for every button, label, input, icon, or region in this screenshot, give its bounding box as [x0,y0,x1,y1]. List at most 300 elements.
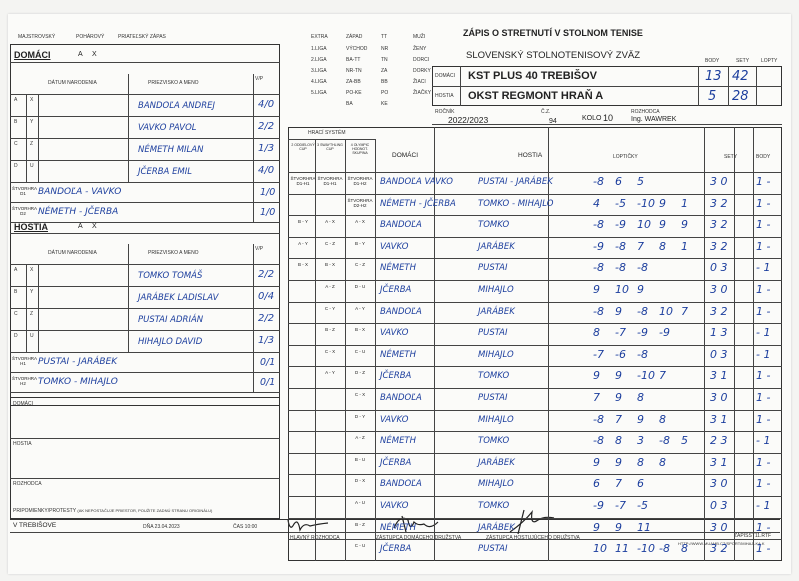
game-home-player: JČERBA [380,371,412,382]
notes-hostia-label: HOSTIA [13,441,32,447]
league-cell: NR [381,46,389,52]
game-system-cell: A - X [325,219,335,225]
game-set-score: 8 [615,434,622,448]
game-body: 1 - [756,412,771,426]
game-system-cell: A - Z [325,284,335,289]
game-set-score: -9 [615,218,626,232]
game-set-score: -8 [637,347,648,361]
game-body: 1 - [756,218,771,232]
game-set-score: -8 [593,218,604,232]
player-letter: B [14,289,18,295]
rocnik-label: ROČNÍK [435,109,455,115]
game-body: 1 - [756,239,771,253]
doubles-label: ŠTVORHRA H1 [12,356,38,366]
home-body: 13 [705,69,722,84]
game-sety: 0 3 [710,499,728,512]
player-sub: Y [30,289,34,295]
hostia-col-name: PRIEZVISKO A MENO [148,250,199,256]
game-sety: 3 1 [710,455,728,469]
game-set-score: 10 [637,218,651,232]
league-cell: ŽIACI [413,79,426,85]
player-sub: U [30,333,34,339]
game-home-player: VAVKO [380,414,409,425]
away-body: 5 [708,89,717,104]
game-set-score: 9 [659,218,666,232]
game-home-player: JČERBA [380,544,412,555]
game-sety: 1 3 [710,326,728,340]
game-set-score: 9 [593,455,600,469]
game-set-score: -9 [593,239,604,253]
cz-value: 94 [549,118,557,125]
game-set-score: 9 [615,455,622,469]
game-set-score: 9 [659,196,666,210]
game-set-score: 6 [637,477,644,491]
doubles-name: NÉMETH - JČERBA [38,207,119,217]
game-set-score: -8 [615,239,626,253]
header-lopty-label: LOPTY [761,58,778,64]
player-vp: 0/4 [258,291,275,302]
game-set-score: 8 [681,542,688,556]
game-set-score: 8 [659,239,666,253]
home-team-label: DOMÁCI [435,73,455,79]
game-set-score: 5 [681,434,688,448]
game-set-score: -9 [637,326,648,340]
game-system-cell: ŠTVORHRA D1-H2 [347,176,373,186]
game-system-cell: ŠTVORHRA D2-H2 [347,197,373,208]
domaci-title: DOMÁCI [14,50,51,60]
games-col-sety: SETY [724,154,738,160]
domaci-col-name: PRIEZVISKO A MENO [148,80,199,86]
game-sety: 3 2 [710,218,728,232]
games-col-lopticky: LOPTIČKY [613,154,638,160]
league-cell: PO [381,90,389,96]
domaci-col-date: DÁTUM NARODENIA [48,80,97,86]
games-sys-col: 2 ODDIELOVÝ CUP [291,143,315,152]
away-team-label: HOSTIA [435,93,454,99]
game-set-score: -10 [637,369,655,383]
league-cell: NR-TN [346,68,362,74]
game-body: - 1 [756,499,771,512]
hostia-col-date: DÁTUM NARODENIA [48,250,97,256]
game-system-cell: A - Y [355,305,365,311]
game-system-cell: B - U [354,456,366,462]
league-col-header: ZÁPAD [346,34,363,40]
game-set-score: 7 [615,412,622,426]
game-system-cell: B - X [324,262,335,268]
game-set-score: 9 [593,283,600,296]
game-system-cell: C - X [324,348,336,354]
game-home-player: VAVKO [380,241,409,252]
doubles-vp: 0/1 [260,377,276,388]
game-system-cell: A - Y [298,240,308,246]
game-sety: 3 1 [710,369,728,383]
game-system-cell: B - X [297,262,308,268]
player-sub: Y [30,119,34,125]
domaci-col-vp: V/P [255,76,264,82]
game-system-cell: C - U [354,348,366,354]
game-sety: 3 0 [710,175,728,188]
league-cell: BA-TT [346,57,361,63]
doubles-name: PUSTAI - JARÁBEK [38,357,118,367]
game-system-cell: C - Y [324,305,336,311]
player-sub: X [30,267,34,273]
doubles-vp: 0/1 [260,357,276,368]
match-type-priatelsky: PRIATEĽSKÝ ZÁPAS [118,34,166,40]
game-sety: 3 2 [710,196,728,210]
game-set-score: 8 [659,412,666,426]
game-set-score: -8 [593,261,604,275]
game-set-score: 11 [615,542,629,556]
league-cell: DORCI [413,57,430,63]
league-cell: 3.LIGA [311,68,327,74]
footer-web: HTTP://WWW.MUAMB.CZ/SPORT/MIHAJLKA.K [678,541,765,546]
player-vp: 1/3 [258,335,275,346]
league-cell: ZA-BB [346,79,361,85]
league-cell: ŽIAČKY [413,90,432,96]
game-set-score: 6 [615,175,622,188]
game-system-cell: D - Z [355,370,365,376]
match-type-poharovy: POHÁROVÝ [76,34,105,40]
game-body: 1 - [756,477,771,491]
game-away-player: JARÁBEK [478,457,515,468]
game-set-score: 1 [681,239,688,253]
game-set-score: -8 [593,304,604,318]
rozhodca-value: Ing. WAWREK [631,116,677,123]
score-sheet [8,14,791,574]
game-system-cell: A - Z [355,435,365,441]
doubles-name: TOMKO - MIHAJLO [38,377,118,387]
game-away-player: JARÁBEK [478,522,515,533]
game-set-score: 9 [593,520,600,534]
player-vp: 1/3 [258,143,275,154]
game-sety: 3 0 [710,520,728,534]
league-cell: 5.LIGA [311,90,327,96]
league-cell: BB [381,79,388,85]
game-set-score: 8 [659,455,666,469]
game-set-score: -10 [637,196,655,210]
player-name: VAVKO PAVOL [138,123,197,133]
game-system-cell: B - Z [355,521,365,527]
home-team-name: KST PLUS 40 TREBIŠOV [468,70,597,82]
game-set-score: -9 [593,499,604,512]
kolo-label: KOLO [582,115,602,122]
game-system-cell: D - X [354,478,366,484]
doubles-name: BANDOĽA - VAVKO [38,187,122,197]
notes-box [10,397,280,519]
doubles-label: ŠTVORHRA H2 [12,376,38,386]
hostia-mark-x: X [92,223,97,230]
game-away-player: PUSTAI [478,544,508,555]
game-system-cell: ŠTVORHRA D1-H1 [317,176,343,186]
league-cell: BA [346,101,353,107]
footer-sig2-label: ZÁSTUPCA DOMÁCEHO DRUŽSTVA [376,535,462,541]
player-vp: 2/2 [258,269,275,280]
player-sub: Z [30,311,34,317]
game-system-cell: C - X [354,392,366,397]
league-cell: 4.LIGA [311,79,327,85]
league-cell: 2.LIGA [311,57,327,63]
game-away-player: JARÁBEK [478,241,515,252]
game-body: 1 - [756,455,771,469]
game-away-player: MIHAJLO [478,285,514,295]
games-sys-col: 4 OLYMPIC HODNOT. SKUPINA [350,143,370,156]
game-set-score: 11 [637,520,651,534]
footer-form-code: ZAPISST11.RTF [734,533,772,539]
game-sety: 3 2 [710,542,728,556]
game-set-score: -8 [615,261,626,275]
away-team-name: OKST REGMONT HRAŇ A [468,90,604,102]
game-system-cell: A - X [355,219,365,225]
game-set-score: 9 [615,369,622,383]
game-set-score: -8 [593,434,604,448]
game-away-player: MIHAJLO [478,414,514,425]
game-sety: 3 2 [710,239,728,253]
game-set-score: 7 [637,239,644,253]
game-set-score: 9 [615,520,622,534]
game-away-player: TOMKO - MIHAJLO [478,198,554,209]
player-vp: 2/2 [258,121,275,132]
game-body: 1 - [756,369,771,383]
game-body: 1 - [756,196,771,210]
game-home-player: JČERBA [380,285,412,295]
game-set-score: 9 [637,412,644,426]
games-sys-col: 3 SWAYTHLING CUP [317,143,343,152]
game-sety: 3 0 [710,477,728,491]
game-set-score: 7 [615,477,622,491]
game-home-player: NÉMETH [380,263,417,274]
game-system-cell: D - U [354,284,366,289]
game-away-player: TOMKO [478,436,510,447]
game-set-score: -7 [593,347,604,361]
game-set-score: -8 [659,434,670,448]
game-home-player: VAVKO [380,501,409,511]
games-col-hostia: HOSTIA [518,152,543,159]
game-home-player: BANDOĽA [380,306,422,317]
game-set-score: -9 [659,326,670,340]
games-col-domaci: DOMÁCI [392,152,418,159]
game-set-score: 1 [681,196,688,210]
game-system-cell: C - Z [355,262,365,268]
game-home-player: BANDOĽA [380,479,422,490]
game-set-score: 6 [593,477,600,491]
player-letter: C [14,311,18,317]
game-system-cell: A - Y [325,370,335,376]
cz-label: Č.Z. [541,109,551,115]
games-sys-header: HRACÍ SYSTÉM [308,130,346,136]
games-col-body: BODY [756,154,771,160]
game-body: - 1 [756,434,771,448]
game-away-player: TOMKO [478,371,510,382]
footer-place: V TREBIŠOVE [13,522,57,529]
game-set-score: 9 [637,283,644,296]
game-set-score: -5 [637,499,648,512]
player-name: HIHAJLO DAVID [138,337,203,347]
game-set-score: 8 [593,326,600,340]
game-away-player: PUSTAI [478,393,508,403]
game-sety: 0 3 [710,347,728,361]
game-away-player: TOMKO [478,501,510,511]
match-type-majstrovsky: MAJSTROVSKÝ [18,34,56,40]
game-set-score: 10 [593,542,607,556]
league-cell: 1.LIGA [311,46,327,52]
player-vp: 2/2 [258,313,275,324]
doubles-label: ŠTVORHRA D2 [12,206,38,216]
game-body: 1 - [756,520,771,534]
footer-time: ČAS 10:00 [233,524,258,530]
game-set-score: 3 [637,434,644,448]
league-cell: TN [381,57,388,63]
away-sety: 28 [732,89,749,104]
game-set-score: -6 [615,347,626,361]
player-sub: U [30,163,34,169]
domaci-mark-x: X [92,51,97,58]
game-system-cell: A - U [354,500,365,505]
hostia-title: HOSTIA [14,222,49,232]
game-body: 1 - [756,283,771,296]
game-set-score: -8 [593,412,604,426]
hostia-mark-a: A [78,223,83,230]
game-body: 1 - [756,542,771,556]
doubles-vp: 1/0 [260,207,276,218]
hostia-col-vp: V/P [255,246,264,252]
game-set-score: -8 [637,304,648,318]
game-body: - 1 [756,326,771,340]
game-body: - 1 [756,347,771,361]
game-set-score: 7 [659,369,666,383]
player-letter: A [14,267,18,273]
game-system-cell: B - Y [355,240,365,246]
game-set-score: -8 [593,175,604,188]
game-sety: 3 2 [710,304,728,318]
player-letter: A [14,97,18,103]
game-set-score: -8 [659,542,670,556]
game-set-score: 7 [681,304,688,318]
player-name: JČERBA EMIL [138,167,193,177]
game-home-player: BANDOĽA VAVKO [380,177,453,187]
game-home-player: NÉMETH [380,436,417,447]
game-system-cell: C - Z [325,240,335,246]
player-sub: Z [30,141,34,147]
player-letter: B [14,119,18,125]
league-cell: VÝCHOD [346,46,368,52]
game-home-player: VAVKO [380,328,409,339]
league-col-header: EXTRA [311,34,328,40]
player-letter: D [14,163,18,169]
league-cell: ZA [381,68,388,74]
game-sety: 2 3 [710,434,728,448]
player-letter: D [14,333,18,339]
game-away-player: MIHAJLO [478,479,514,490]
game-home-player: JČERBA [380,457,412,468]
game-away-player: PUSTAI - JARÁBEK [478,177,553,187]
game-system-cell: ŠTVORHRA D1-H1 [290,176,316,186]
game-system-cell: D - Y [354,413,366,419]
game-body: - 1 [756,261,771,275]
game-sety: 0 3 [710,261,728,275]
game-set-score: -7 [615,326,626,340]
game-set-score: 9 [615,391,622,404]
rozhodca-label: ROZHODCA [631,109,660,115]
footer-sig1-label: HLAVNÝ ROZHODCA [290,535,340,541]
game-body: 1 - [756,175,771,188]
league-col-header: MUŽI [413,34,426,40]
game-sety: 3 0 [710,283,728,296]
notes-rozhodca-label: ROZHODCA [13,481,42,487]
game-set-score: 9 [681,218,688,232]
league-col-header: TT [381,34,388,40]
game-home-player: NÉMETH [380,522,417,533]
game-set-score: 8 [637,391,644,404]
game-set-score: 10 [615,283,629,296]
game-set-score: -10 [637,542,655,556]
league-cell: KE [381,101,388,107]
game-home-player: NÉMETH [380,349,417,360]
rocnik-value: 2022/2023 [448,115,489,125]
game-set-score: 4 [593,196,600,210]
kolo-value: 10 [603,113,614,123]
game-set-score: -7 [615,499,626,512]
game-set-score: 5 [637,175,644,188]
game-away-player: TOMKO [478,220,510,231]
header-title: ZÁPIS O STRETNUTÍ V STOLNOM TENISE [463,28,643,38]
header-sety-label: SETY [736,58,750,64]
game-system-cell: B - X [354,327,365,333]
home-sety: 42 [732,69,749,84]
game-body: 1 - [756,304,771,318]
player-name: PUSTAI ADRIÁN [138,315,204,325]
footer-date: DŇA 23.04.2023 [143,524,180,530]
game-away-player: MIHAJLO [478,349,514,360]
game-set-score: -8 [637,261,648,275]
header-body-label: BODY [705,58,720,64]
game-sety: 3 0 [710,391,728,404]
domaci-mark-a: A [78,51,83,58]
game-set-score: 8 [637,455,644,469]
game-home-player: NÉMETH - JČERBA [380,198,456,209]
game-set-score: 10 [659,304,673,318]
game-away-player: JARÁBEK [478,306,515,317]
player-letter: C [14,141,18,147]
header-subtitle: SLOVENSKÝ STOLNOTENISOVÝ ZVÄZ [466,50,641,61]
player-sub: X [30,97,34,103]
player-name: BANDOĽA ANDREJ [138,101,215,111]
game-home-player: BANDOĽA [380,393,422,403]
game-set-score: 9 [593,369,600,383]
player-name: NÉMETH MILAN [138,145,204,155]
doubles-label: ŠTVORHRA D1 [12,186,38,196]
game-away-player: PUSTAI [478,263,508,274]
game-home-player: BANDOĽA [380,220,422,231]
footer-sig3-label: ZÁSTUPCA HOSTUJÚCEHO DRUŽSTVA [486,535,580,541]
game-system-cell: B - Z [325,327,335,333]
game-set-score: -5 [615,196,626,210]
league-cell: DORKY [413,68,431,74]
player-name: JARÁBEK LADISLAV [138,293,219,303]
player-name: TOMKO TOMÁŠ [138,271,203,281]
league-cell: PO-KE [346,90,362,96]
game-system-cell: C - U [354,543,366,549]
game-set-score: 7 [593,391,600,404]
notes-domaci-label: DOMÁCI [13,401,33,407]
doubles-vp: 1/0 [260,187,276,198]
game-set-score: 9 [615,304,622,318]
player-vp: 4/0 [258,165,275,176]
game-away-player: PUSTAI [478,328,508,339]
game-sety: 3 1 [710,412,728,426]
player-vp: 4/0 [258,99,275,110]
game-body: 1 - [756,391,771,404]
league-cell: ŽENY [413,46,427,52]
